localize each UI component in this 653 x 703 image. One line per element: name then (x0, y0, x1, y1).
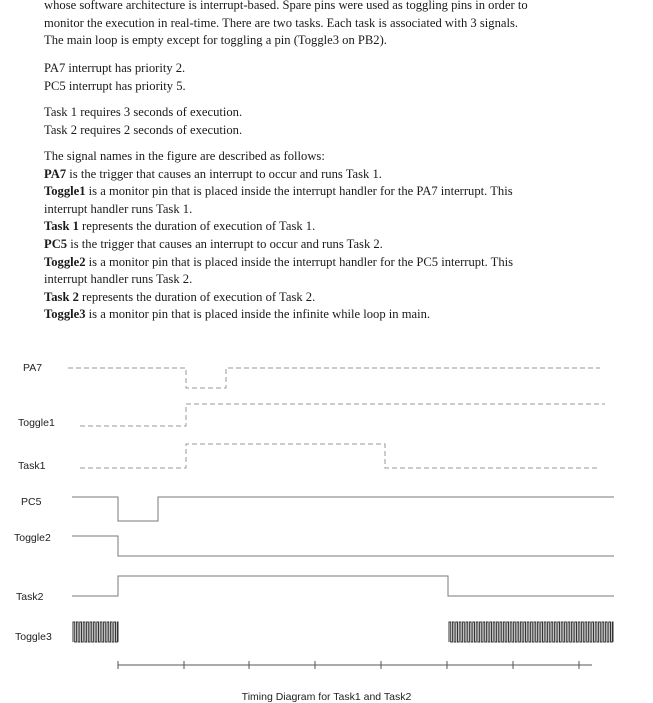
time-axis (118, 661, 592, 669)
term: Toggle1 (44, 184, 86, 199)
toggle3-burst-main-loop-resumed (449, 622, 613, 642)
definition: represents the duration of execution of Task 1. (78, 219, 316, 234)
toggle3-burst-main-loop (73, 622, 118, 642)
term: PC5 (44, 236, 68, 251)
definition: is a monitor pin that is placed inside the infinite while loop in main. (85, 307, 431, 322)
signal-label-pc5: PC5 (21, 496, 42, 508)
pc5-trace (72, 497, 614, 521)
task1-trace (80, 444, 600, 468)
signal-label-toggle1: Toggle1 (18, 417, 55, 429)
signal-label-task2: Task2 (16, 591, 44, 603)
signal-label-toggle2: Toggle2 (14, 532, 51, 544)
duration-line: Task 2 requires 2 seconds of execution. (44, 122, 243, 137)
pc5-description (44, 236, 604, 254)
timing-diagram (0, 340, 653, 703)
term: Task 2 (44, 289, 79, 304)
toggle3-waveform (73, 622, 118, 642)
priority-line: PC5 interrupt has priority 5. (44, 78, 186, 93)
task2-trace (72, 576, 614, 596)
pa7-trace (68, 368, 600, 388)
intro-paragraph (44, 0, 604, 50)
toggle2-trace (72, 536, 614, 556)
toggle1-trace (80, 404, 605, 426)
toggle1-description-cont: interrupt handler runs Task 1. (44, 201, 193, 216)
signal-descriptions (44, 148, 604, 324)
toggle3-description (44, 306, 604, 324)
pa7-description (44, 166, 604, 184)
task1-description (44, 218, 604, 236)
term: Toggle2 (44, 254, 86, 269)
diagram-caption: Timing Diagram for Task1 and Task2 (241, 691, 412, 703)
priorities-paragraph (44, 60, 604, 95)
toggle3-waveform (449, 622, 613, 642)
definition: represents the duration of execution of Task 2. (78, 289, 316, 304)
durations-paragraph (44, 104, 604, 139)
intro-line: The main loop is empty except for toggling a pin (Toggle3 on PB2). (44, 33, 387, 48)
toggle1-description (44, 183, 604, 201)
definition: is a monitor pin that is placed inside the interrupt handler for the PA7 interrupt. This (85, 184, 513, 199)
intro-line: monitor the execution in real-time. There are two tasks. Each task is associated with 3 signals. (44, 15, 518, 30)
toggle2-description-cont: interrupt handler runs Task 2. (44, 272, 193, 287)
term: Task 1 (44, 219, 79, 234)
intro-line: whose software architecture is interrupt-based. Spare pins were used as toggling pins in order to (44, 0, 528, 12)
waveforms (0, 340, 653, 700)
definition: is the trigger that causes an interrupt to occur and runs Task 2. (67, 236, 383, 251)
signal-label-toggle3: Toggle3 (15, 631, 52, 643)
toggle2-description (44, 254, 604, 272)
duration-line: Task 1 requires 3 seconds of execution. (44, 105, 243, 119)
priority-line: PA7 interrupt has priority 2. (44, 61, 186, 75)
signal-label-pa7: PA7 (23, 362, 43, 374)
term: PA7 (44, 166, 67, 181)
definition: is a monitor pin that is placed inside the interrupt handler for the PC5 interrupt. This (85, 254, 514, 269)
descriptions-heading: The signal names in the figure are described as follows: (44, 149, 325, 163)
signal-label-task1: Task1 (18, 460, 46, 472)
definition: is the trigger that causes an interrupt to occur and runs Task 1. (66, 166, 382, 181)
term: Toggle3 (44, 307, 86, 322)
task2-description (44, 289, 604, 307)
